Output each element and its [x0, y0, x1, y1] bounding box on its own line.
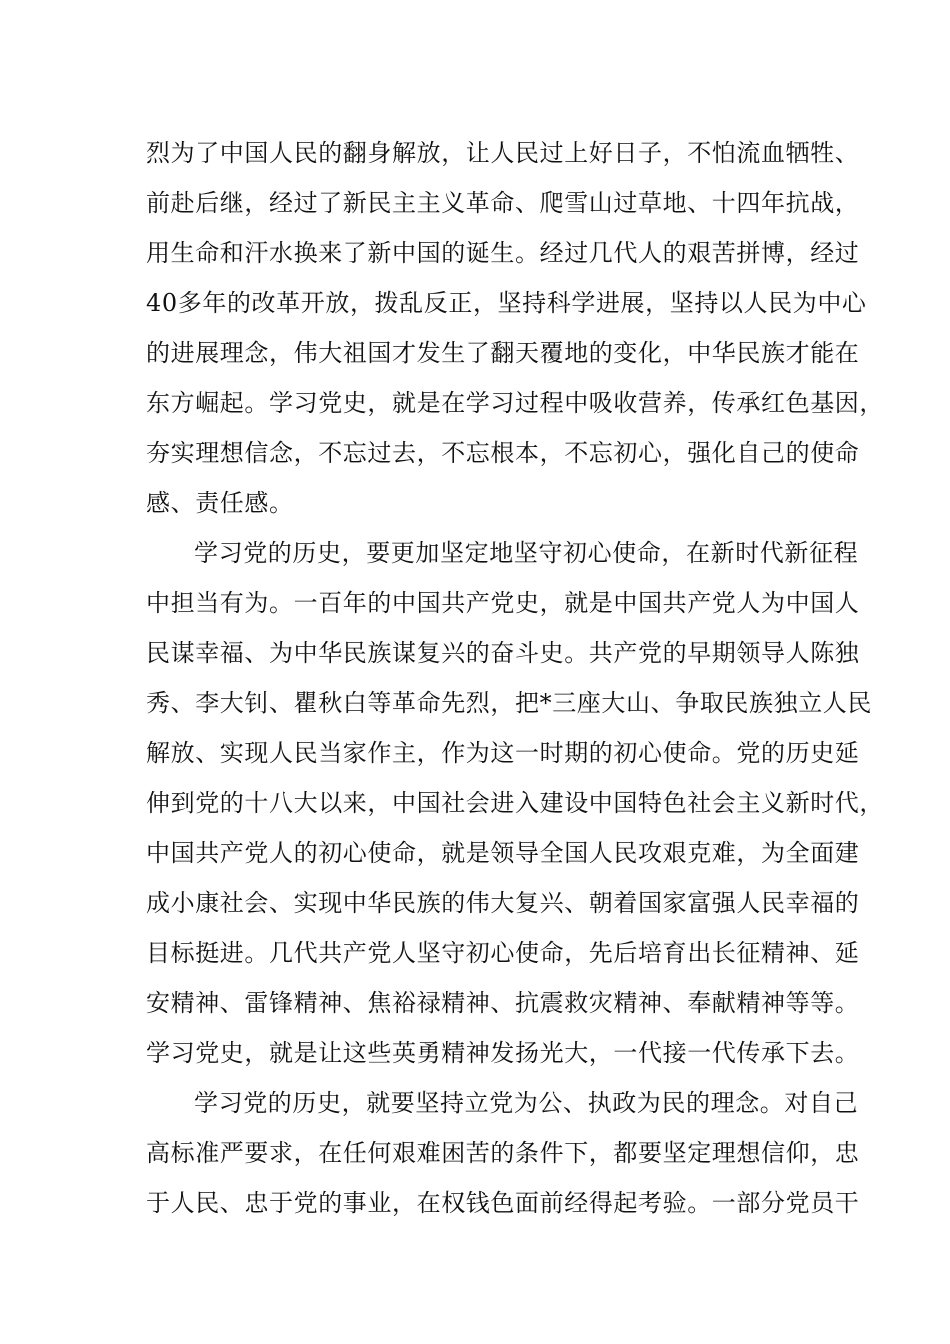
text-line: 解放、实现人民当家作主，作为这一时期的初心使命。党的历史延 — [146, 739, 860, 767]
text-line: 于人民、忠于党的事业，在权钱色面前经得起考验。一部分党员干 — [146, 1189, 860, 1217]
paragraph-2 — [146, 528, 884, 1078]
text-line: 秀、李大钊、瞿秋白等革命先烈，把*三座大山、争取民族独立人民 — [146, 689, 872, 717]
text-line: 中国共产党人的初心使命，就是领导全国人民攻艰克难，为全面建 — [146, 839, 860, 867]
text-line: 用生命和汗水换来了新中国的诞生。经过几代人的艰苦拼博，经过 — [146, 239, 860, 267]
text-line: 学习党史，就是让这些英勇精神发扬光大，一代接一代传承下去。 — [146, 1039, 860, 1067]
paragraph-1 — [146, 128, 884, 528]
text-line: 烈为了中国人民的翻身解放，让人民过上好日子，不怕流血牺牲、 — [146, 139, 860, 167]
text-line: 高标准严要求，在任何艰难困苦的条件下，都要坚定理想信仰，忠 — [146, 1139, 860, 1167]
text-line: 东方崛起。学习党史，就是在学习过程中吸收营养，传承红色基因， — [146, 389, 884, 417]
text-line: 成小康社会、实现中华民族的伟大复兴、朝着国家富强人民幸福的 — [146, 889, 860, 917]
text-line: 民谋幸福、为中华民族谋复兴的奋斗史。共产党的早期领导人陈独 — [146, 639, 860, 667]
text-line: 的进展理念，伟大祖国才发生了翻天覆地的变化，中华民族才能在 — [146, 339, 860, 367]
text-line: 学习党的历史，要更加坚定地坚守初心使命，在新时代新征程 — [194, 539, 859, 567]
text-line: 安精神、雷锋精神、焦裕禄精神、抗震救灾精神、奉献精神等等。 — [146, 989, 860, 1017]
document-body — [146, 128, 884, 1228]
text-line: 目标挺进。几代共产党人坚守初心使命，先后培育出长征精神、延 — [146, 939, 860, 967]
paragraph-3 — [146, 1078, 860, 1228]
text-line: 中担当有为。一百年的中国共产党史，就是中国共产党人为中国人 — [146, 589, 860, 617]
text-line: 伸到党的十八大以来，中国社会进入建设中国特色社会主义新时代， — [146, 789, 884, 817]
text-line: 感、责任感。 — [146, 489, 294, 517]
text-line: 学习党的历史，就要坚持立党为公、执政为民的理念。对自己 — [194, 1089, 859, 1117]
text-line: 40多年的改革开放，拨乱反正，坚持科学进展，坚持以人民为中心 — [146, 289, 867, 317]
text-line: 夯实理想信念，不忘过去，不忘根本，不忘初心，强化自己的使命 — [146, 439, 860, 467]
text-line: 前赴后继，经过了新民主主义革命、爬雪山过草地、十四年抗战， — [146, 189, 860, 217]
